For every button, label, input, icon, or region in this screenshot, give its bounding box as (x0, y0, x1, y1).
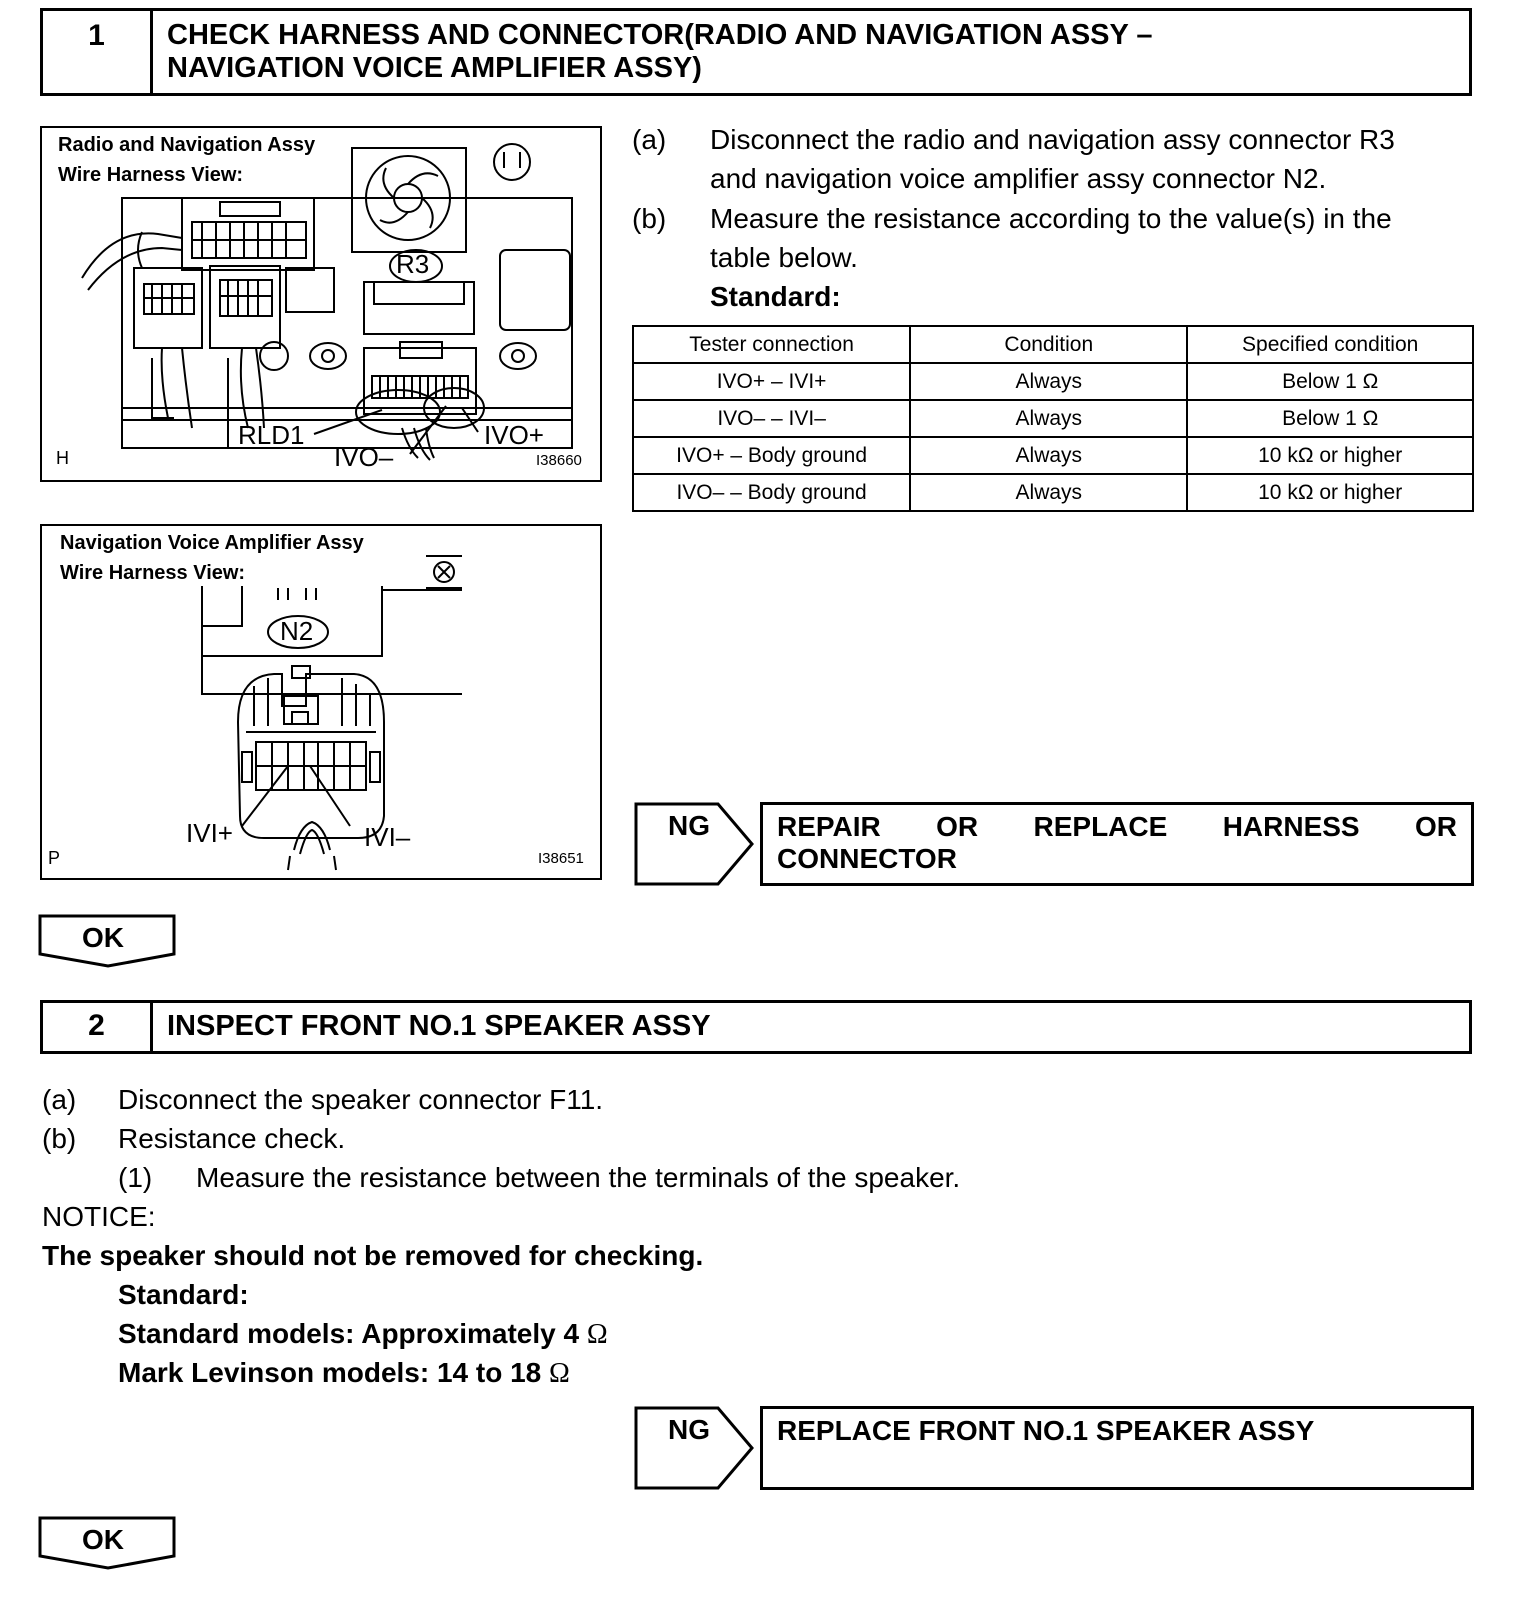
figure1-title-line2: Wire Harness View: (58, 164, 244, 186)
figure1-corner-label: H (56, 448, 69, 468)
table-cell: 10 kΩ or higher (1187, 474, 1473, 511)
mark-levinson-text: Mark Levinson models: 14 to 18 (118, 1357, 550, 1388)
standard-models-text: Standard models: Approximately 4 (118, 1318, 587, 1349)
table-cell: IVO– – Body ground (633, 474, 910, 511)
step1-ng-word: REPLACE (1033, 811, 1168, 842)
step1-title-line2: NAVIGATION VOICE AMPLIFIER ASSY) (167, 52, 702, 84)
step2-ng-action-text: REPLACE FRONT NO.1 SPEAKER ASSY (777, 1415, 1315, 1446)
step2-ng-label: NG (668, 1414, 710, 1445)
table-cell: Always (910, 363, 1187, 400)
step1-item-b-line1: Measure the resistance according to the value(s) in the (710, 203, 1392, 234)
figure1-title-line1: Radio and Navigation Assy (58, 134, 316, 156)
step2-subitem-1-text: Measure the resistance between the terminals of the speaker. (196, 1162, 961, 1193)
amplifier-connector-illustration (42, 526, 600, 878)
step1-item-a-marker: (a) (632, 124, 667, 155)
step1-ng-word: HARNESS (1222, 811, 1360, 842)
step1-item-a-line1: Disconnect the radio and navigation assy connector R3 (710, 124, 1395, 155)
ohm-symbol: Ω (586, 1319, 608, 1350)
table-row (633, 474, 1473, 511)
step1-item-a-line2: and navigation voice amplifier assy connector N2. (710, 163, 1327, 194)
step1-item-b-marker: (b) (632, 203, 667, 234)
figure2-title-line2: Wire Harness View: (60, 562, 246, 584)
step2-standard-label: Standard: (118, 1279, 249, 1310)
figure2-corner-label: P (48, 848, 61, 868)
table-cell: Always (910, 400, 1187, 437)
step2-title: INSPECT FRONT NO.1 SPEAKER ASSY (167, 1010, 711, 1042)
table-row (633, 363, 1473, 400)
step2-number: 2 (43, 1003, 153, 1051)
step1-ok-label: OK (82, 922, 124, 953)
step1-ng-word: OR (936, 811, 979, 842)
step1-ng-action-line1 (777, 811, 1457, 843)
step2-header (40, 1000, 1472, 1054)
ohm-symbol: Ω (549, 1358, 570, 1389)
step1-standard-label: Standard: (710, 281, 841, 312)
table-cell: 10 kΩ or higher (1187, 437, 1473, 474)
table-header-cell: Condition (910, 326, 1187, 363)
step2-ng-action-box (760, 1406, 1474, 1490)
figure-radio-navigation-assy (40, 126, 602, 482)
resistance-spec-table (632, 325, 1474, 512)
figure2-title-line1: Navigation Voice Amplifier Assy (60, 532, 364, 554)
figure2-code: I38651 (538, 850, 584, 867)
step1-title (167, 19, 1459, 85)
step2-item-b-text: Resistance check. (118, 1123, 346, 1154)
step1-ng-label: NG (668, 810, 710, 841)
step2-ok-label: OK (82, 1524, 124, 1555)
step1-ng-word: OR (1415, 811, 1457, 842)
label-ivi-minus: IVI– (364, 822, 411, 852)
step1-item-b-line2: table below. (710, 242, 858, 273)
step1-number: 1 (43, 11, 153, 93)
table-cell: Below 1 Ω (1187, 400, 1473, 437)
step1-ng-action-line2: CONNECTOR (777, 843, 957, 874)
table-row (633, 437, 1473, 474)
table-cell: IVO– – IVI– (633, 400, 910, 437)
table-cell: IVO+ – IVI+ (633, 363, 910, 400)
step2-subitem-1-marker: (1) (118, 1162, 153, 1193)
table-header-cell: Tester connection (633, 326, 910, 363)
step1-header (40, 8, 1472, 96)
step2-item-a-text: Disconnect the speaker connector F11. (118, 1084, 604, 1115)
notice-label: NOTICE: (42, 1201, 156, 1232)
table-row (633, 400, 1473, 437)
step2-standard-line2 (118, 1353, 570, 1393)
connector-label-r3: R3 (396, 249, 430, 279)
step1-ng-word: REPAIR (777, 811, 881, 842)
connector-label-n2: N2 (280, 616, 314, 646)
table-cell: Always (910, 437, 1187, 474)
figure-navigation-voice-amplifier-assy (40, 524, 602, 880)
figure1-code: I38660 (536, 452, 582, 469)
step2-item-a-marker: (a) (42, 1084, 77, 1115)
notice-text: The speaker should not be removed for checking. (42, 1240, 704, 1271)
label-rld1: RLD1 (238, 420, 305, 450)
label-ivo-plus: IVO+ (484, 420, 544, 450)
table-header-row (633, 326, 1473, 363)
step2-standard-line1 (118, 1314, 608, 1354)
table-header-cell: Specified condition (1187, 326, 1473, 363)
step1-title-line1: CHECK HARNESS AND CONNECTOR(RADIO AND NAVIGATION ASSY – (167, 19, 1153, 51)
label-ivi-plus: IVI+ (186, 818, 233, 848)
label-ivo-minus: IVO– (334, 442, 394, 472)
table-cell: Always (910, 474, 1187, 511)
table-cell: IVO+ – Body ground (633, 437, 910, 474)
step2-item-b-marker: (b) (42, 1123, 77, 1154)
table-cell: Below 1 Ω (1187, 363, 1473, 400)
step1-ng-action-box (760, 802, 1474, 886)
